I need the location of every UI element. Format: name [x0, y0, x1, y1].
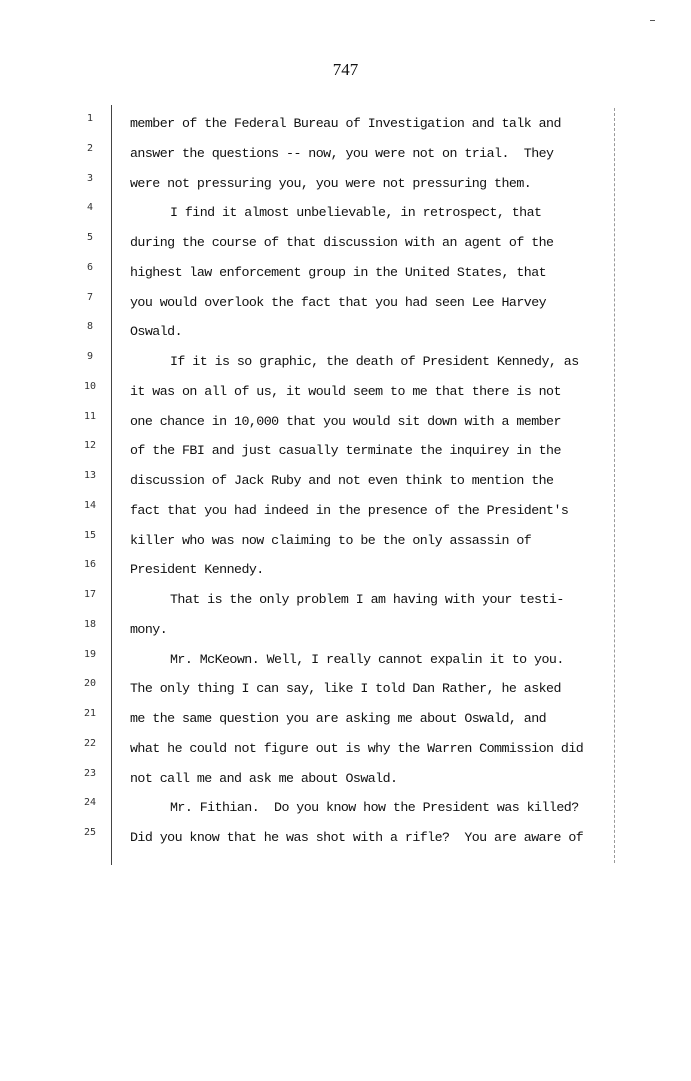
- transcript-line: Did you know that he was shot with a rifle? You are aware of: [130, 830, 584, 845]
- left-margin-rule: [111, 105, 112, 865]
- transcript-line: what he could not figure out is why the Warren Commission did: [130, 741, 584, 756]
- right-margin-rule: [614, 108, 615, 863]
- transcript-line: it was on all of us, it would seem to me that there is not: [130, 384, 561, 399]
- transcript-line: me the same question you are asking me about Oswald, and: [130, 711, 547, 726]
- transcript-line: If it is so graphic, the death of President Kennedy, as: [170, 354, 579, 369]
- transcript-line: you would overlook the fact that you had seen Lee Harvey: [130, 295, 547, 310]
- line-number: 8: [86, 321, 94, 332]
- line-number: 21: [83, 708, 97, 719]
- transcript-line: answer the questions -- now, you were not on trial. They: [130, 146, 554, 161]
- line-number: 17: [83, 589, 97, 600]
- line-number: 23: [83, 768, 97, 779]
- transcript-line: were not pressuring you, you were not pressuring them.: [130, 176, 532, 191]
- transcript-line: highest law enforcement group in the United States, that: [130, 265, 547, 280]
- line-number: 13: [83, 470, 97, 481]
- transcript-line: That is the only problem I am having with your testi-: [170, 592, 564, 607]
- transcript-line: during the course of that discussion with an agent of the: [130, 235, 554, 250]
- line-number: 25: [83, 827, 97, 838]
- page-number: 747: [332, 60, 359, 79]
- transcript-line: mony.: [130, 622, 168, 637]
- line-number: 14: [83, 500, 97, 511]
- line-number: 2: [86, 143, 94, 154]
- transcript-line: of the FBI and just casually terminate the inquirey in the: [130, 443, 561, 458]
- line-number: 22: [83, 738, 97, 749]
- line-number: 6: [86, 262, 94, 273]
- line-number: 4: [86, 202, 94, 213]
- line-number: 24: [83, 797, 97, 808]
- transcript-line: discussion of Jack Ruby and not even think to mention the: [130, 473, 554, 488]
- line-number: 1: [86, 113, 94, 124]
- line-number: 3: [86, 173, 94, 184]
- transcript-line: not call me and ask me about Oswald.: [130, 771, 398, 786]
- line-number: 11: [83, 411, 97, 422]
- line-number: 15: [83, 530, 97, 541]
- transcript-line: member of the Federal Bureau of Investigation and talk and: [130, 116, 561, 131]
- transcript-line: Oswald.: [130, 324, 183, 339]
- transcript-line: The only thing I can say, like I told Dan Rather, he asked: [130, 681, 561, 696]
- transcript-line: killer who was now claiming to be the only assassin of: [130, 533, 532, 548]
- transcript-line: President Kennedy.: [130, 562, 264, 577]
- line-number: 20: [83, 678, 97, 689]
- line-number: 9: [86, 351, 94, 362]
- line-number: 16: [83, 559, 97, 570]
- line-number: 10: [83, 381, 97, 392]
- transcript-line: fact that you had indeed in the presence of the President's: [130, 503, 569, 518]
- transcript-line: Mr. McKeown. Well, I really cannot expalin it to you.: [170, 652, 564, 667]
- transcript-line: Mr. Fithian. Do you know how the President was killed?: [170, 800, 579, 815]
- transcript-line: I find it almost unbelievable, in retrospect, that: [170, 205, 542, 220]
- transcript-line: one chance in 10,000 that you would sit down with a member: [130, 414, 561, 429]
- line-number: 7: [86, 292, 94, 303]
- line-number: 18: [83, 619, 97, 630]
- corner-mark: [650, 20, 655, 21]
- line-number: 5: [86, 232, 94, 243]
- line-number: 12: [83, 440, 97, 451]
- line-number: 19: [83, 649, 97, 660]
